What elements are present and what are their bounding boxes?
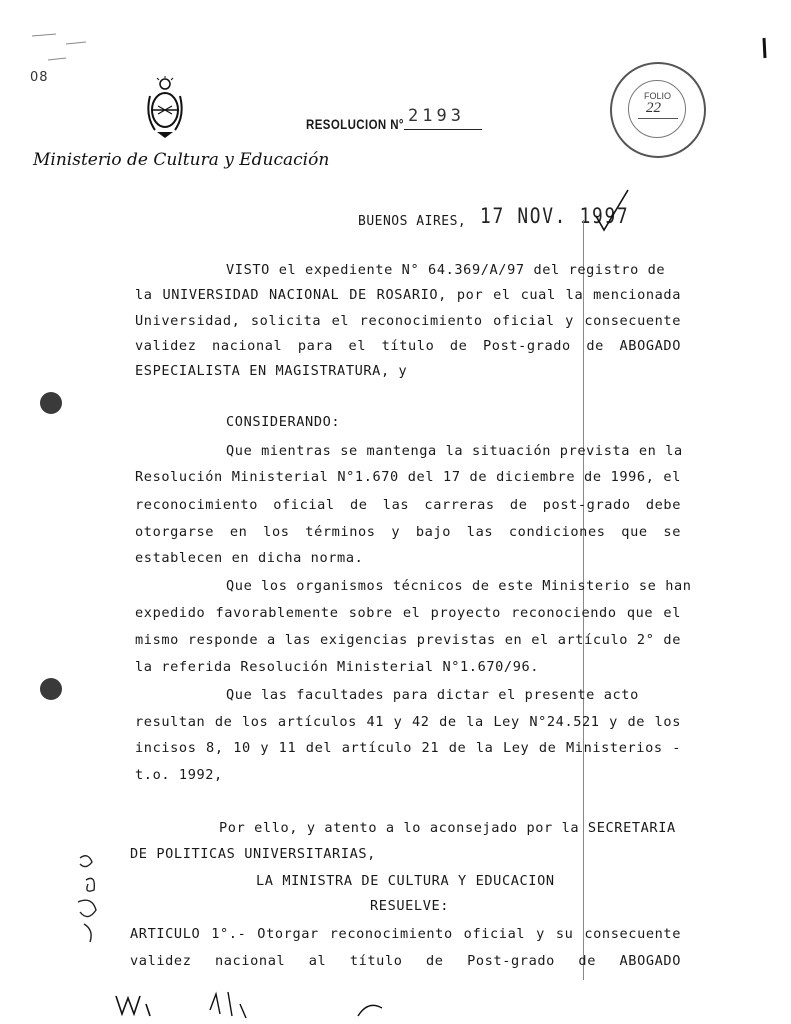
bottom-signatures	[110, 984, 410, 1024]
body-line: mismo responde a las exigencias previstas en el artículo 2° de	[135, 632, 681, 648]
body-line: Que las facultades para dictar el presente acto	[226, 687, 639, 703]
stamp-line	[638, 118, 678, 119]
body-line: Universidad, solicita el reconocimiento oficial y consecuente	[135, 313, 681, 329]
minister-heading: LA MINISTRA DE CULTURA Y EDUCACION	[256, 873, 555, 889]
body-line: la UNIVERSIDAD NACIONAL DE ROSARIO, por el cual la mencionada	[135, 287, 681, 303]
body-line: Que mientras se mantenga la situación prevista en la	[226, 443, 683, 459]
body-line: expedido favorablemente sobre el proyecto reconociendo que el	[135, 605, 681, 621]
stamp-number: 22	[646, 100, 661, 116]
folio-stamp	[610, 62, 706, 158]
body-line: incisos 8, 10 y 11 del artículo 21 de la Ley de Ministerios -	[135, 740, 681, 756]
resolution-label: RESOLUCION N°	[306, 116, 404, 132]
body-line: VISTO el expediente N° 64.369/A/97 del registro de	[226, 262, 666, 278]
body-line: Que los organismos técnicos de este Ministerio se han	[226, 578, 692, 594]
article-line: validez nacional al título de Post-grado de ABOGADO	[130, 953, 681, 969]
checkmark-icon	[592, 186, 632, 236]
considerando-heading: CONSIDERANDO:	[226, 414, 341, 430]
ministry-name: Ministerio de Cultura y Educación	[33, 150, 330, 170]
edge-mark	[760, 36, 770, 62]
article-line: ARTICULO 1°.- Otorgar reconocimiento oficial y su consecuente	[130, 926, 681, 942]
body-line: ESPECIALISTA EN MAGISTRATURA, y	[135, 363, 408, 379]
margin-initials	[66, 850, 116, 950]
punch-hole-top	[40, 392, 62, 414]
resuelve-heading: RESUELVE:	[370, 898, 450, 914]
punch-hole-bottom	[40, 678, 62, 700]
body-line: Por ello, y atento a lo aconsejado por la SECRETARIA	[219, 820, 676, 836]
dateline-date: 17 NOV. 1997	[480, 204, 630, 228]
coat-of-arms-logo	[145, 76, 185, 140]
resolution-underline	[404, 129, 482, 130]
body-line: t.o. 1992,	[135, 767, 223, 783]
body-line: establecen en dicha norma.	[135, 550, 364, 566]
body-line: reconocimiento oficial de las carreras de post-grado debe	[135, 497, 681, 513]
dateline-city: BUENOS AIRES,	[358, 214, 467, 229]
body-line: DE POLITICAS UNIVERSITARIAS,	[130, 846, 376, 862]
margin-scribble-top	[26, 14, 86, 74]
body-line: validez nacional para el título de Post-grado de ABOGADO	[135, 338, 681, 354]
body-line: resultan de los artículos 41 y 42 de la Ley N°24.521 y de los	[135, 714, 681, 730]
resolution-number: 2193	[408, 106, 465, 126]
body-line: la referida Resolución Ministerial N°1.670/96.	[135, 659, 540, 675]
stamp-label: FOLIO	[644, 91, 672, 101]
fold-line	[583, 220, 584, 980]
margin-note: 08	[30, 70, 49, 85]
body-line: otorgarse en los términos y bajo las condiciones que se	[135, 524, 681, 540]
body-line: Resolución Ministerial N°1.670 del 17 de diciembre de 1996, el	[135, 469, 681, 485]
